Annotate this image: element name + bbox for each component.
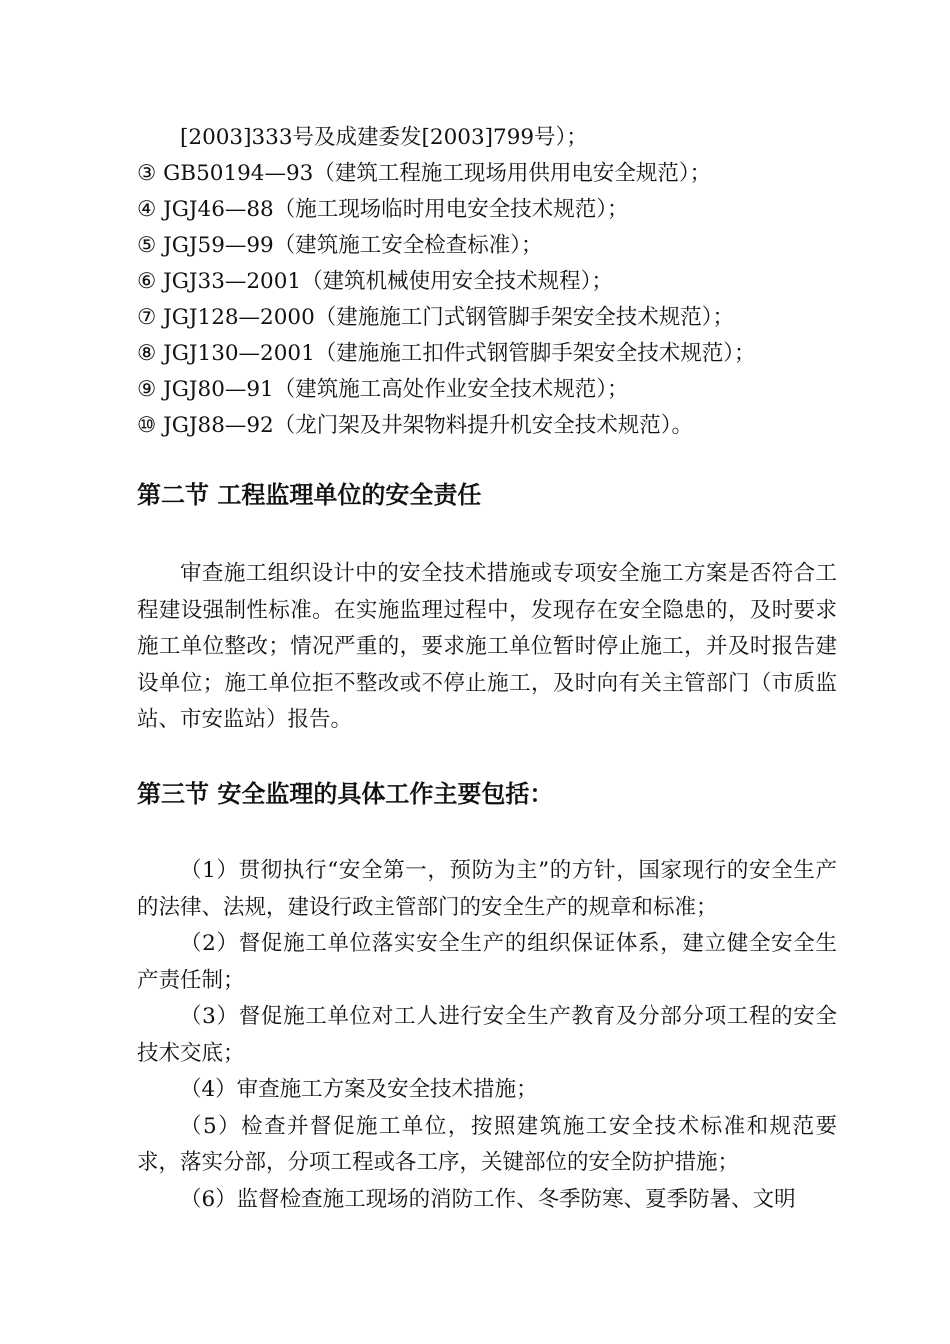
section-3-list [137, 853, 837, 1218]
section-3-item-3: （3）督促施工单位对工人进行安全生产教育及分部分项工程的安全技术交底； [137, 1004, 837, 1066]
section-3-item-1: （1）贯彻执行“安全第一，预防为主”的方针，国家现行的安全生产的法律、法规，建设行政主管部门的安全生产的规章和标准； [137, 858, 837, 920]
section-3-item-4: （4）审查施工方案及安全技术措施； [180, 1077, 538, 1102]
section-3-heading: 第三节 安全监理的具体工作主要包括： [137, 780, 554, 808]
standard-item-4: ④ JGJ46—88（施工现场临时用电安全技术规范）； [137, 197, 629, 222]
section-2-heading: 第二节 工程监理单位的安全责任 [137, 481, 482, 509]
standard-item-9: ⑨ JGJ80—91（建筑施工高处作业安全技术规范）； [137, 377, 629, 402]
section-3-item-2: （2）督促施工单位落实安全生产的组织保证体系，建立健全安全生产责任制； [137, 931, 837, 993]
standard-item-3: ③ GB50194—93（建筑工程施工现场用供用电安全规范）； [137, 161, 712, 186]
standard-item-10: ⑩ JGJ88—92（龙门架及井架物料提升机安全技术规范）。 [137, 413, 693, 438]
standard-item-6: ⑥ JGJ33—2001（建筑机械使用安全技术规程）； [137, 269, 613, 294]
section-2-paragraph: 审查施工组织设计中的安全技术措施或专项安全施工方案是否符合工程建设强制性标准。在实施监理过程中，发现存在安全隐患的，及时要求施工单位整改；情况严重的，要求施工单位暂时停止施工，并及时报告建设单位；施工单位拒不整改或不停止施工，及时向有关主管部门（市质监站、市安监站）报告。 [137, 561, 837, 732]
section-3-item-5: （5）检查并督促施工单位，按照建筑施工安全技术标准和规范要求，落实分部，分项工程或各工序，关键部位的安全防护措施； [137, 1113, 837, 1175]
standards-continuation: [2003]333号及成建委发[2003]799号）； [180, 125, 588, 150]
standard-item-8: ⑧ JGJ130—2001（建施施工扣件式钢管脚手架安全技术规范）； [137, 341, 756, 366]
section-2-body [137, 556, 837, 739]
section-3-item-6: （6）监督检查施工现场的消防工作、冬季防寒、夏季防暑、文明 [180, 1186, 796, 1212]
standard-item-7: ⑦ JGJ128—2000（建施施工门式钢管脚手架安全技术规范）； [137, 305, 735, 330]
standard-item-5: ⑤ JGJ59—99（建筑施工安全检查标准）； [137, 233, 543, 258]
